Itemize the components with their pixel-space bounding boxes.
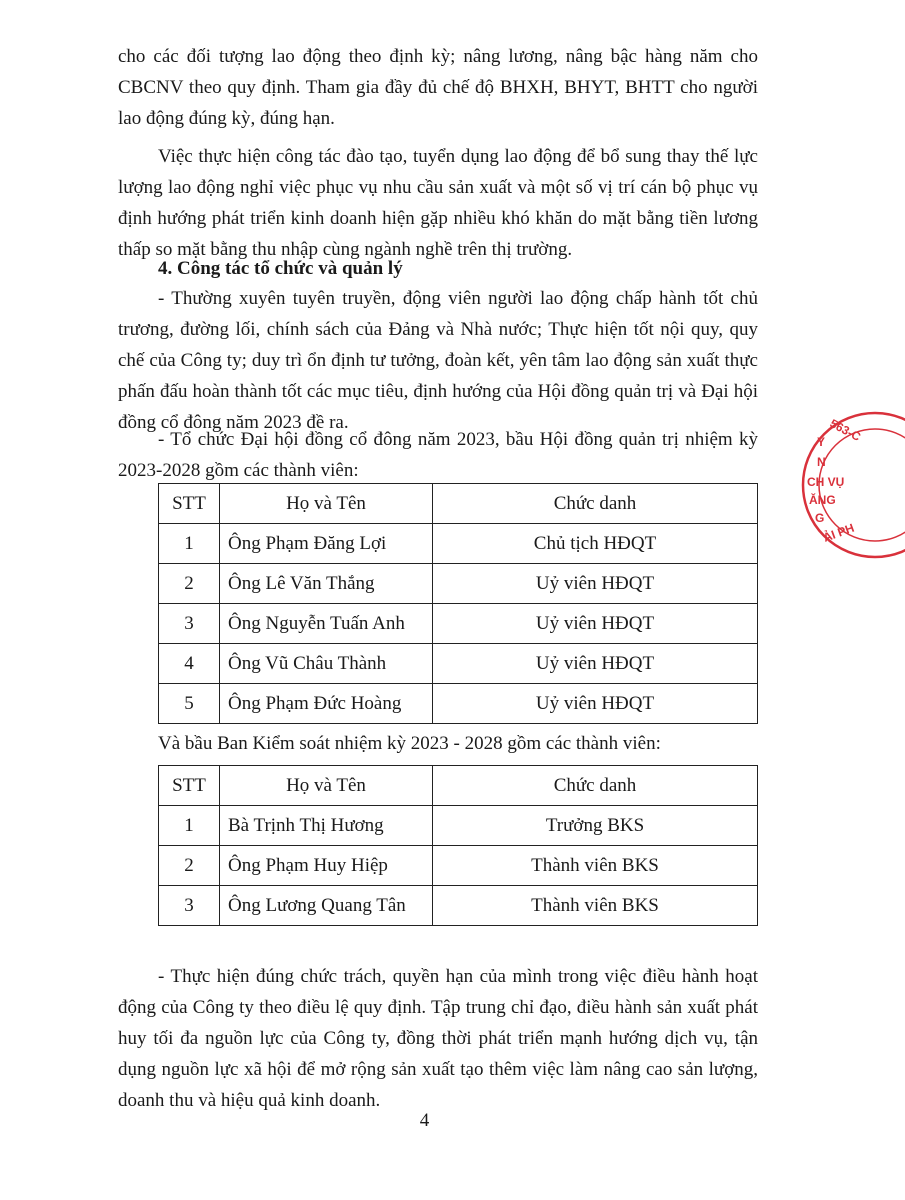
section-heading: 4. Công tác tổ chức và quản lý (158, 258, 403, 279)
seal-fragment: ĂNG (809, 493, 836, 507)
table-header-row (159, 484, 758, 524)
cell-name: Ông Phạm Đăng Lợi (220, 524, 433, 564)
paragraph-training-recruitment: Việc thực hiện công tác đào tạo, tuyển dụng lao động để bổ sung thay thế lực lượng lao động nghỉ việc phục vụ nhu cầu sản xuất và một số vị trí cán bộ phục vụ định hướng phát triển kinh doanh hiện gặp nhiều khó khăn do mặt bằng tiền lương thấp so mặt bằng thu nhập cùng ngành nghề trên thị trường. (118, 146, 758, 260)
seal-fragment: N (817, 455, 826, 469)
table-row (159, 644, 758, 684)
paragraph-management: - Thực hiện đúng chức trách, quyền hạn của mình trong việc điều hành hoạt động của Công ty theo điều lệ quy định. Tập trung chỉ đạo, điều hành sản xuất phát huy tối đa nguồn lực của Công ty, đồng thời phát triển mạnh hướng dịch vụ, tận dụng nguồn lực xã hội để mở rộng sản xuất tạo thêm việc làm nâng cao sản lượng, doanh thu và hiệu quả kinh doanh. (118, 966, 758, 1111)
paragraph-board-election: - Tổ chức Đại hội đồng cổ đông năm 2023, bầu Hội đồng quản trị nhiệm kỳ 2023-2028 gồm các thành viên: (118, 429, 758, 481)
cell-title: Uỷ viên HĐQT (433, 604, 758, 644)
board-members-table (158, 483, 758, 724)
seal-fragment: 563-C (827, 416, 864, 444)
supervisory-board-table (158, 765, 758, 926)
cell-name: Ông Lương Quang Tân (220, 886, 433, 926)
cell-title: Chủ tịch HĐQT (433, 524, 758, 564)
seal-fragment: ẢI PH (821, 520, 857, 545)
cell-name: Ông Nguyễn Tuấn Anh (220, 604, 433, 644)
table-row (159, 604, 758, 644)
page-number: 4 (419, 1110, 430, 1131)
table-row (159, 806, 758, 846)
cell-stt: 2 (159, 564, 220, 604)
column-header-name: Họ và Tên (220, 766, 433, 806)
seal-fragment: Y (817, 435, 826, 449)
cell-title: Thành viên BKS (433, 886, 758, 926)
column-header-stt: STT (159, 484, 220, 524)
cell-name: Ông Phạm Huy Hiệp (220, 846, 433, 886)
seal-fragment: G (815, 511, 825, 525)
cell-title: Thành viên BKS (433, 846, 758, 886)
cell-title: Uỷ viên HĐQT (433, 684, 758, 724)
paragraph-supervisory-election: Và bầu Ban Kiểm soát nhiệm kỳ 2023 - 2028 gồm các thành viên: (158, 733, 661, 754)
cell-name: Ông Phạm Đức Hoàng (220, 684, 433, 724)
table-row (159, 684, 758, 724)
cell-stt: 3 (159, 886, 220, 926)
column-header-title: Chức danh (433, 766, 758, 806)
cell-stt: 1 (159, 806, 220, 846)
table-row (159, 524, 758, 564)
column-header-title: Chức danh (433, 484, 758, 524)
cell-stt: 3 (159, 604, 220, 644)
paragraph-propaganda: - Thường xuyên tuyên truyền, động viên người lao động chấp hành tốt chủ trương, đường lối, chính sách của Đảng và Nhà nước; Thực hiện tốt nội quy, quy chế của Công ty; duy trì ổn định tư tưởng, đoàn kết, yên tâm lao động sản xuất thực phấn đấu hoàn thành tốt các mục tiêu, định hướng của Hội đồng quản trị và Đại hội đồng cổ đông năm 2023 đề ra. (118, 288, 758, 433)
cell-title: Uỷ viên HĐQT (433, 564, 758, 604)
cell-name: Ông Vũ Châu Thành (220, 644, 433, 684)
table-row (159, 886, 758, 926)
column-header-name: Họ và Tên (220, 484, 433, 524)
cell-name: Ông Lê Văn Thắng (220, 564, 433, 604)
table-row (159, 564, 758, 604)
cell-stt: 4 (159, 644, 220, 684)
cell-title: Trưởng BKS (433, 806, 758, 846)
cell-stt: 1 (159, 524, 220, 564)
table-row (159, 846, 758, 886)
column-header-stt: STT (159, 766, 220, 806)
cell-title: Uỷ viên HĐQT (433, 644, 758, 684)
seal-fragment: CH VỤ (807, 475, 845, 489)
paragraph-labor-policy: cho các đối tượng lao động theo định kỳ; nâng lương, nâng bậc hàng năm cho CBCNV theo quy định. Tham gia đầy đủ chế độ BHXH, BHYT, BHTT cho người lao động đúng kỳ, đúng hạn. (118, 46, 758, 129)
table-header-row (159, 766, 758, 806)
cell-name: Bà Trịnh Thị Hương (220, 806, 433, 846)
cell-stt: 2 (159, 846, 220, 886)
cell-stt: 5 (159, 684, 220, 724)
company-seal-stamp (795, 400, 905, 570)
